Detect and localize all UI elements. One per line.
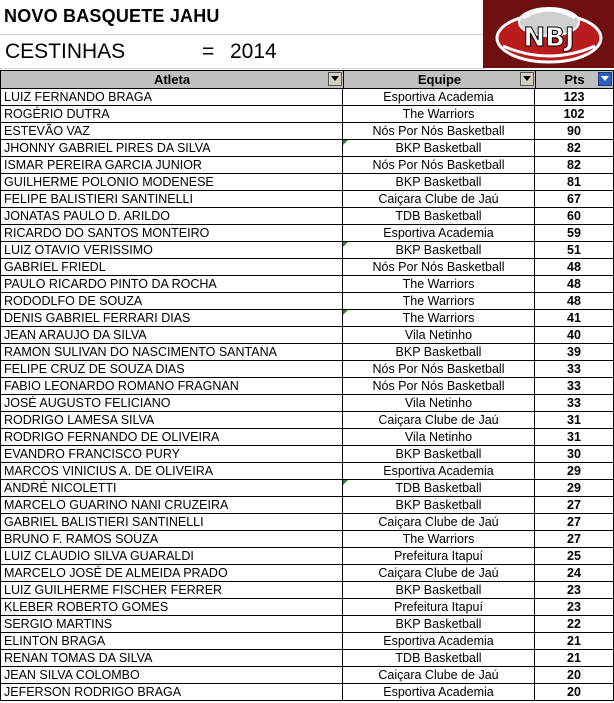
table-row: [0, 378, 614, 395]
athlete-cell[interactable]: PAULO RICARDO PINTO DA ROCHA: [0, 276, 343, 293]
team-cell[interactable]: BKP Basketball: [343, 616, 535, 633]
points-cell[interactable]: 67: [535, 191, 614, 208]
table-row: [0, 276, 614, 293]
team-cell[interactable]: The Warriors: [343, 276, 535, 293]
error-indicator-icon: [343, 140, 348, 145]
athlete-cell[interactable]: RODODLFO DE SOUZA: [0, 293, 343, 310]
athlete-cell[interactable]: GABRIEL FRIEDL: [0, 259, 343, 276]
athlete-cell[interactable]: JHONNY GABRIEL PIRES DA SILVA: [0, 140, 343, 157]
subtitle-equals: =: [202, 40, 215, 63]
column-header-team-label: Equipe: [417, 72, 462, 87]
team-cell[interactable]: The Warriors: [343, 293, 535, 310]
athlete-cell[interactable]: GABRIEL BALISTIERI SANTINELLI: [0, 514, 343, 531]
athlete-cell[interactable]: ROGÉRIO DUTRA: [0, 106, 343, 123]
subtitle-cell[interactable]: [0, 35, 485, 69]
athlete-cell[interactable]: FELIPE BALISTIERI SANTINELLI: [0, 191, 343, 208]
title-cell[interactable]: [0, 0, 485, 35]
athlete-cell[interactable]: RODRIGO FERNANDO DE OLIVEIRA: [0, 429, 343, 446]
team-cell[interactable]: Caiçara Clube de Jaú: [343, 667, 535, 684]
athlete-cell[interactable]: JEAN ARAUJO DA SILVA: [0, 327, 343, 344]
logo-text: NBJ: [523, 23, 575, 53]
athlete-cell[interactable]: MARCELO JOSÉ DE ALMEIDA PRADO: [0, 565, 343, 582]
table-row: [0, 650, 614, 667]
points-cell[interactable]: 21: [535, 633, 614, 650]
team-cell[interactable]: BKP Basketball: [343, 497, 535, 514]
table-row: [0, 106, 614, 123]
table-row: [0, 140, 614, 157]
chevron-down-icon: [331, 76, 339, 81]
team-cell[interactable]: Esportiva Academia: [343, 463, 535, 480]
points-cell[interactable]: 23: [535, 599, 614, 616]
team-cell[interactable]: Nós Por Nós Basketball: [343, 259, 535, 276]
column-header-team[interactable]: [343, 70, 536, 89]
sheet-title: NOVO BASQUETE JAHU: [4, 6, 220, 26]
points-cell[interactable]: 20: [535, 667, 614, 684]
athlete-cell[interactable]: KLEBER ROBERTO GOMES: [0, 599, 343, 616]
column-header-points-label: Pts: [564, 72, 585, 87]
athlete-cell[interactable]: ESTEVÃO VAZ: [0, 123, 343, 140]
team-cell[interactable]: BKP Basketball: [343, 174, 535, 191]
team-cell[interactable]: Nós Por Nós Basketball: [343, 123, 535, 140]
points-cell[interactable]: 48: [535, 259, 614, 276]
table-row: [0, 463, 614, 480]
team-cell[interactable]: BKP Basketball: [343, 242, 535, 259]
table-row: [0, 344, 614, 361]
table-row: [0, 191, 614, 208]
athlete-cell[interactable]: LUIZ GUILHERME FISCHER FERRER: [0, 582, 343, 599]
table-row: [0, 174, 614, 191]
table-row: [0, 89, 614, 106]
table-row: [0, 684, 614, 701]
table-row: [0, 446, 614, 463]
points-cell[interactable]: 22: [535, 616, 614, 633]
team-cell[interactable]: Vila Netinho: [343, 327, 535, 344]
points-cell[interactable]: 31: [535, 412, 614, 429]
points-cell[interactable]: 33: [535, 395, 614, 412]
table-row: [0, 548, 614, 565]
athlete-cell[interactable]: GUILHERME POLONIO MODENESE: [0, 174, 343, 191]
table-row: [0, 565, 614, 582]
sort-descending-icon: [601, 76, 609, 81]
team-cell[interactable]: BKP Basketball: [343, 446, 535, 463]
athlete-cell[interactable]: RENAN TOMAS DA SILVA: [0, 650, 343, 667]
points-cell[interactable]: 90: [535, 123, 614, 140]
athlete-cell[interactable]: JOSÉ AUGUSTO FELICIANO: [0, 395, 343, 412]
table-row: [0, 293, 614, 310]
athlete-cell[interactable]: EVANDRO FRANCISCO PURY: [0, 446, 343, 463]
points-cell[interactable]: 30: [535, 446, 614, 463]
error-indicator-icon: [343, 310, 348, 315]
team-cell[interactable]: Caiçara Clube de Jaú: [343, 514, 535, 531]
table-row: [0, 259, 614, 276]
team-cell[interactable]: Nós Por Nós Basketball: [343, 361, 535, 378]
column-header-athlete[interactable]: [0, 70, 344, 89]
error-indicator-icon: [343, 480, 348, 485]
table-row: [0, 667, 614, 684]
table-row: [0, 599, 614, 616]
points-cell[interactable]: 20: [535, 684, 614, 701]
team-cell[interactable]: TDB Basketball: [343, 208, 535, 225]
athlete-cell[interactable]: JEAN SILVA COLOMBO: [0, 667, 343, 684]
points-cell[interactable]: 41: [535, 310, 614, 327]
table-row: [0, 429, 614, 446]
points-cell[interactable]: 48: [535, 276, 614, 293]
table-row: [0, 310, 614, 327]
athlete-cell[interactable]: FELIPE CRUZ DE SOUZA DIAS: [0, 361, 343, 378]
points-cell[interactable]: 27: [535, 497, 614, 514]
filter-dropdown-points[interactable]: [598, 72, 612, 86]
points-cell[interactable]: 123: [535, 89, 614, 106]
team-cell[interactable]: Caiçara Clube de Jaú: [343, 191, 535, 208]
athlete-cell[interactable]: MARCOS VINICIUS A. DE OLIVEIRA: [0, 463, 343, 480]
table-row: [0, 480, 614, 497]
team-cell[interactable]: Prefeitura Itapuí: [343, 548, 535, 565]
table-row: [0, 582, 614, 599]
points-cell[interactable]: 21: [535, 650, 614, 667]
team-cell[interactable]: Prefeitura Itapuí: [343, 599, 535, 616]
team-cell[interactable]: Nós Por Nós Basketball: [343, 378, 535, 395]
points-cell[interactable]: 29: [535, 480, 614, 497]
points-cell[interactable]: 51: [535, 242, 614, 259]
points-cell[interactable]: 59: [535, 225, 614, 242]
table-row: [0, 327, 614, 344]
table-row: [0, 361, 614, 378]
athlete-cell[interactable]: FABIO LEONARDO ROMANO FRAGNAN: [0, 378, 343, 395]
points-cell[interactable]: 33: [535, 378, 614, 395]
team-cell[interactable]: BKP Basketball: [343, 140, 535, 157]
athlete-cell[interactable]: BRUNO F. RAMOS SOUZA: [0, 531, 343, 548]
team-cell[interactable]: TDB Basketball: [343, 650, 535, 667]
filter-dropdown-athlete[interactable]: [328, 72, 342, 86]
team-cell[interactable]: Vila Netinho: [343, 429, 535, 446]
athlete-cell[interactable]: RODRIGO LAMESA SILVA: [0, 412, 343, 429]
team-cell[interactable]: Esportiva Academia: [343, 684, 535, 701]
column-header-athlete-label: Atleta: [153, 72, 191, 87]
athlete-cell[interactable]: DENIS GABRIEL FERRARI DIAS: [0, 310, 343, 327]
athlete-cell[interactable]: JEFERSON RODRIGO BRAGA: [0, 684, 343, 701]
table-row: [0, 497, 614, 514]
team-cell[interactable]: BKP Basketball: [343, 344, 535, 361]
chevron-down-icon: [523, 76, 531, 81]
table-row: [0, 225, 614, 242]
athlete-cell[interactable]: RAMON SULIVAN DO NASCIMENTO SANTANA: [0, 344, 343, 361]
points-cell[interactable]: 82: [535, 157, 614, 174]
points-cell[interactable]: 33: [535, 361, 614, 378]
team-cell[interactable]: Caiçara Clube de Jaú: [343, 565, 535, 582]
team-cell[interactable]: The Warriors: [343, 310, 535, 327]
team-cell[interactable]: The Warriors: [343, 106, 535, 123]
points-cell[interactable]: 27: [535, 514, 614, 531]
team-cell[interactable]: Esportiva Academia: [343, 225, 535, 242]
table-row: [0, 157, 614, 174]
points-cell[interactable]: 39: [535, 344, 614, 361]
athlete-cell[interactable]: LUIZ CLAUDIO SILVA GUARALDI: [0, 548, 343, 565]
points-cell[interactable]: 60: [535, 208, 614, 225]
points-cell[interactable]: 102: [535, 106, 614, 123]
athlete-cell[interactable]: ISMAR PEREIRA GARCIA JUNIOR: [0, 157, 343, 174]
team-cell[interactable]: BKP Basketball: [343, 582, 535, 599]
points-cell[interactable]: 29: [535, 463, 614, 480]
team-cell[interactable]: Esportiva Academia: [343, 89, 535, 106]
athlete-cell[interactable]: ELINTON BRAGA: [0, 633, 343, 650]
athlete-cell[interactable]: RICARDO DO SANTOS MONTEIRO: [0, 225, 343, 242]
points-cell[interactable]: 24: [535, 565, 614, 582]
points-cell[interactable]: 31: [535, 429, 614, 446]
table-row: [0, 616, 614, 633]
athlete-cell[interactable]: SERGIO MARTINS: [0, 616, 343, 633]
points-cell[interactable]: 25: [535, 548, 614, 565]
team-cell[interactable]: The Warriors: [343, 531, 535, 548]
table-row: [0, 242, 614, 259]
table-row: [0, 123, 614, 140]
athlete-cell[interactable]: MARCELO GUARINO NANI CRUZEIRA: [0, 497, 343, 514]
athlete-cell[interactable]: LUIZ OTAVIO VERISSIMO: [0, 242, 343, 259]
column-header-points[interactable]: [535, 70, 614, 89]
nbj-logo: [483, 0, 614, 68]
team-cell[interactable]: TDB Basketball: [343, 480, 535, 497]
nbj-logo-graphic: [483, 0, 614, 68]
points-cell[interactable]: 23: [535, 582, 614, 599]
points-cell[interactable]: 48: [535, 293, 614, 310]
error-indicator-icon: [343, 242, 348, 247]
team-cell[interactable]: Caiçara Clube de Jaú: [343, 412, 535, 429]
table-row: [0, 514, 614, 531]
points-cell[interactable]: 27: [535, 531, 614, 548]
table-row: [0, 395, 614, 412]
table-row: [0, 208, 614, 225]
team-cell[interactable]: Esportiva Academia: [343, 633, 535, 650]
table-row: [0, 412, 614, 429]
subtitle-label: CESTINHAS: [5, 40, 126, 63]
table-row: [0, 633, 614, 650]
subtitle-year: 2014: [230, 40, 277, 63]
points-cell[interactable]: 81: [535, 174, 614, 191]
scorers-table: [0, 89, 614, 701]
athlete-cell[interactable]: JONATAS PAULO D. ARILDO: [0, 208, 343, 225]
athlete-cell[interactable]: ANDRÉ NICOLETTI: [0, 480, 343, 497]
filter-dropdown-team[interactable]: [520, 72, 534, 86]
table-row: [0, 531, 614, 548]
points-cell[interactable]: 82: [535, 140, 614, 157]
team-cell[interactable]: Vila Netinho: [343, 395, 535, 412]
athlete-cell[interactable]: LUIZ FERNANDO BRAGA: [0, 89, 343, 106]
points-cell[interactable]: 40: [535, 327, 614, 344]
team-cell[interactable]: Nós Por Nós Basketball: [343, 157, 535, 174]
